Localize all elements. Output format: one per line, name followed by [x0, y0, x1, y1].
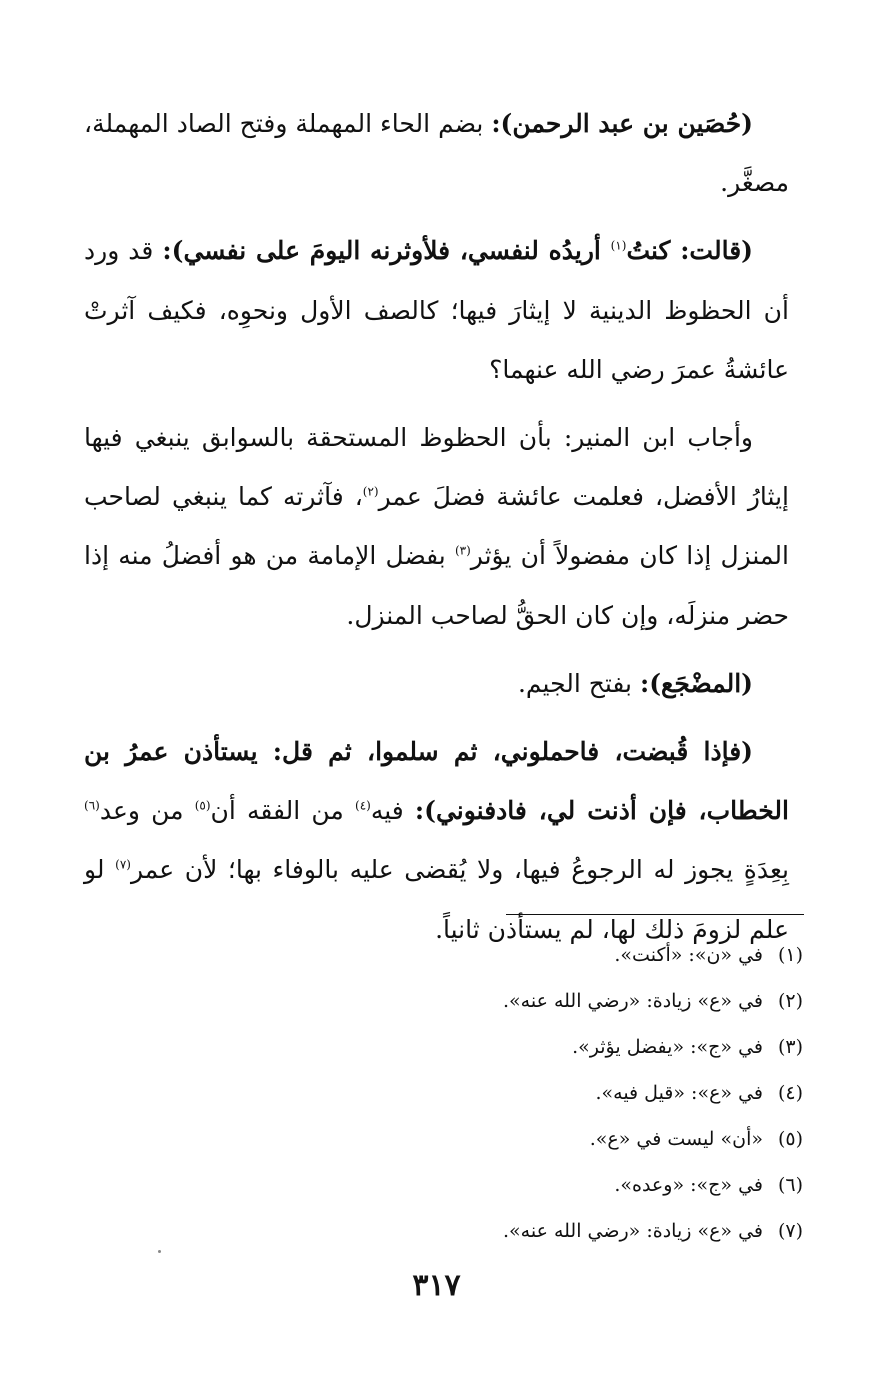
- paragraph-text: ، فآثرته كما ينبغي لصاحب المنزل إذا كان مفضولاً أن يؤثر: [84, 482, 789, 571]
- footnote-item: [440, 978, 803, 1024]
- paragraph-term: (قالت: كنتُ: [626, 236, 753, 266]
- paragraph-qalat: [84, 221, 789, 399]
- paragraph-text: قد ورد أن الحظوظ الدينية لا إيثارَ فيها؛ كالصف الأول ونحوِه، فكيف آثرتْ عائشةُ عمرَ رضي الله عنهما؟: [84, 236, 789, 384]
- footnote-marker[interactable]: (٧): [115, 858, 131, 873]
- footnote-item: [440, 1116, 803, 1162]
- footnote-text: في «ج»: «وعده».: [614, 1174, 763, 1196]
- footnote-number: (٣): [777, 1036, 803, 1058]
- paragraph-text: بضم الحاء المهملة وفتح الصاد المهملة، مصغَّر.: [84, 109, 789, 198]
- footnote-number: (٢): [777, 990, 803, 1012]
- footnote-item: [440, 932, 803, 978]
- footnote-item: [440, 1024, 803, 1070]
- footnote-item: [440, 1208, 803, 1254]
- paragraph-husayn: [84, 94, 789, 212]
- footnote-item: [440, 1162, 803, 1208]
- footnote-text: في «ع» زيادة: «رضي الله عنه».: [502, 990, 763, 1012]
- scan-speck: [158, 1250, 161, 1253]
- footnote-divider: [506, 914, 804, 915]
- footnote-item: [440, 1070, 803, 1116]
- footnote-marker[interactable]: (٦): [84, 798, 100, 813]
- paragraph-term: (فإذا قُبضت، فاحملوني، ثم سلموا، ثم قل: يستأذن عمرُ بن الخطاب، فإن أذنت لي، فادفنوني):: [84, 737, 789, 826]
- paragraph-term: (حُصَين بن عبد الرحمن):: [491, 109, 753, 138]
- footnote-text: في «ج»: «يفضل يؤثر».: [572, 1036, 763, 1058]
- footnote-number: (٥): [777, 1128, 803, 1150]
- paragraph-text: بفضل الإمامة من هو أفضلُ منه إذا حضر منزلَه، وإن كان الحقُّ لصاحب المنزل.: [84, 541, 789, 630]
- footnote-text: في «ع»: «قيل فيه».: [595, 1082, 763, 1104]
- paragraph-term: (المضْجَع):: [639, 668, 753, 698]
- paragraph-text: لو علم لزومَ ذلك لها، لم يستأذن ثانياً.: [84, 855, 789, 944]
- footnote-marker[interactable]: (١): [610, 239, 627, 254]
- footnote-marker[interactable]: (٤): [355, 798, 371, 813]
- footnote-number: (٤): [777, 1082, 803, 1104]
- main-text: [84, 94, 789, 968]
- footnote-number: (٧): [777, 1220, 803, 1242]
- footnote-marker[interactable]: (٣): [454, 544, 471, 559]
- footnote-text: «أن» ليست في «ع».: [589, 1128, 763, 1150]
- footnote-text: في «ن»: «أكنت».: [614, 944, 763, 966]
- footnote-text: في «ع» زيادة: «رضي الله عنه».: [502, 1220, 763, 1242]
- paragraph-madja: [84, 654, 789, 713]
- paragraph-text: من وعد: [99, 796, 195, 826]
- footnotes: [440, 932, 803, 1254]
- footnote-number: (٦): [777, 1174, 803, 1196]
- footnote-marker[interactable]: (٢): [362, 484, 379, 499]
- paragraph-text: بِعِدَةٍ يجوز له الرجوعُ فيها، ولا يُقضى عليه بالوفاء بها؛ لأن عمر: [130, 855, 789, 885]
- paragraph-term-continued: أريدُه لنفسي، فلأوثرنه اليومَ على نفسي):: [162, 236, 611, 266]
- paragraph-qubidat: [84, 722, 789, 959]
- footnote-number: (١): [777, 944, 803, 966]
- page-number: ٣١٧: [412, 1268, 461, 1303]
- paragraph-text: وأجاب ابن المنير: بأن الحظوظ المستحقة بالسوابق ينبغي فيها إيثارُ الأفضل، فعلمت عائشة فضلَ عمر: [84, 423, 790, 512]
- paragraph-text: من الفقه أن: [210, 796, 355, 826]
- paragraph-text: فيه: [370, 796, 415, 826]
- footnote-marker[interactable]: (٥): [194, 798, 211, 813]
- paragraph-text: بفتح الجيم.: [517, 668, 640, 698]
- paragraph-ibn-munir: [84, 408, 789, 645]
